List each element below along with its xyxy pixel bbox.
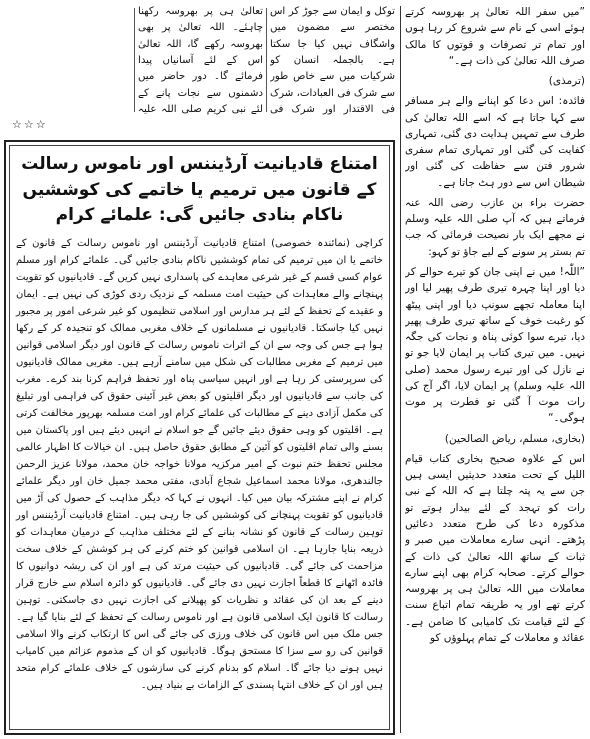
continuation-column-2: تعالیٰ ہی پر بھروسہ رکھنا چاہئے۔ اللہ تعالیٰ پر بھی بھروسہ رکھے گا، اللہ تعالیٰ اس کے لئے آسانیاں پیدا فرمائے گا۔ دور حاضر میں دشمنوں سے نجات پانے کے لئے نبی کریم صلی اللہ علیہ	[138, 6, 263, 115]
continuation-column-1: توکل و ایمان سے جوڑ کر اس مختصر سے مضمون میں واشگاف نہیں کیا جا سکتا ہے۔ بالجملہ انسان کو شرکیات میں سے خاص طور سے شرک فی العبادات، شرک فی الاقتدار اور شرک فی	[270, 6, 395, 115]
news-article-box	[4, 140, 395, 735]
dua-reference: (بخاری، مسلم، ریاض الصالحین)	[444, 432, 585, 445]
end-stars: ☆☆☆	[12, 118, 48, 131]
article-headline: امتناع قادیانیت آرڈیننس اور ناموس رسالت کے قانون میں ترمیم یا خاتمے کی کوششیں ناکام بنادی جائیں گی: علمائے کرام	[21, 154, 378, 225]
paragraph-hadith-intro: حضرت براء بن عازب رضی اللہ عنہ فرماتے ہیں کہ آپ صلی اللہ علیہ وسلم نے مجھے ایک بار نصیحت فرمائی کہ جب تم بستر پر سونے کے لیے جاؤ تو کہو:	[405, 196, 585, 258]
dua-text: ”اللّٰہ! میں نے اپنی جان کو تیرے حوالے کر دیا اور اپنا چہرہ تیری طرف پھیر لیا اور اپنا معاملہ تجھے سونپ دیا اور اپنی پیٹھ کو رغبت خوف کے ساتھ تیری طرف پھیر دیا، تیرے سوا کوئی پناہ و نجات کی جگہ نہیں۔ میں تیری کتاب پر ایمان لایا جو تو نے نازل کی اور تیرے رسول محمد (صلی اللہ علیہ وسلم) پر ایمان لایا، اگر آج کی رات موت آ گئی تو فطرت پر موت ہوگی۔“	[405, 265, 585, 425]
paragraph-benefit: فائدہ: اس دعا کو اپنانے والے ہر مسافر سے کہا جاتا ہے کہ اسے اللہ تعالیٰ کی طرف سے تمہیں ہدایت دی گئی، تمہاری کفایت کی گئی اور تمہاری تمام سفری شرور فتن سے حفاظت کی گئی اور شیطان اس سے دور ہٹ جاتا ہے۔	[405, 95, 585, 189]
right-column	[405, 4, 585, 735]
article-body: کراچی (نمائندہ خصوصی) امتناع قادیانیت آرڈیننس اور ناموس رسالت کے قانون کے خاتمے یا ان میں ترمیم کی تمام کوششیں ناکام بنادی جائیں گی۔ علمائے کرام اور مسلم عوام کسی قسم کے غیر شرعی معاہدے کی پاسداری نہیں کریں گے۔ قادیانیوں کو تقویت پہنچانے والے معاہدات کی حیثیت امت مسلمہ کے نزدیک ردی کوڑی کی نہیں ہے۔ ایمان و عقیدے کے تحفظ کے لئے ہر مدارس اور اسلامی تنظیموں کو غیر شرعی امور پر مجبور نہیں کیا جاسکتا۔ قادیانیوں نے مسلمانوں کے خلاف مغربی ممالک کو تنجیدہ کر کے رکھا ہوا ہے جس کی وجہ سے ان کے اثرات ناموس رسالت کے قانون اور دیگر اسلامی قوانین میں ترمیم کے مغربی مطالبات کی شکل میں سامنے آرہے ہیں۔ مغربی ممالک قادیانیوں کی سرپرستی کر رہا ہے اور انہیں سیاسی پناہ اور تحفظ فراہم کرنا بند کرے۔ مغرب کی جانب سے قادیانیوں اور دیگر اقلیتوں کو بعض غیر آئینی حقوق کی فراہمی اور تبلیغ کی مکمل آزادی دینے کے مطالبات کی علمائے کرام اور امت مسلمہ بھرپور مخالفت کرتی ہے۔ اقلیتوں کو وہی حقوق دیئے جائیں گے جو اسلام نے انہیں دیئے ہیں اور پاکستان میں بسنے والی تمام اقلیتوں کو آئین کے مطابق حقوق حاصل ہیں۔ ان خیالات کا اظہار عالمی مجلس تحفظ ختم نبوت کے امیر مرکزیہ مولانا خواجہ خان محمد، مولانا عزیز الرحمن جالندھری، مولانا محمد اسماعیل شجاع آبادی، مفتی محمد جمیل خان اور دیگر علمائے کرام نے اپنے مشترکہ بیان میں کیا۔ انہوں نے کہا کہ دیگر مذاہب کے حصول کی آڑ میں قادیانیوں کو تقویت پہنچانے کی کوششیں کی جا رہی ہیں۔ امتناع قادیانیت آرڈیننس اور توہین رسالت کے قانون کو نشانہ بنانے کے لئے مختلف مذاہب کے درمیان معاہدات کو ذریعہ بنایا جارہا ہے۔ ان اسلامی قوانین کو ختم کرنے کی ہر کوشش کے خلاف سخت مزاحمت کی جائے گی۔ قادیانیوں کی حیثیت مرتد کی ہے اور ان کی ریشہ دوانیوں کا فائدہ اٹھانے کا قطعاً اجازت نہیں دی جائے گی۔ قادیانیوں کو دائرہ اسلام سے خارج قرار دینے کے بعد ان کی عقائد و نظریات کو پھیلانے کی اجازت نہیں دی جاسکتی۔ توہین رسالت کا قانون ایک اسلامی قانون ہے اور ناموس رسالت کے تحفظ کے لئے بنایا گیا ہے۔ جس ملک میں اس قانون کی خلاف ورزی کی جائے گی اس کا ارتکاب کرنے والا اسلامی قوانین کی رو سے سزا کا مستحق ہوگا۔ قادیانیوں کو ان کے مذموم عزائم میں کامیاب نہیں ہونے دیا جائے گا۔ اسلام کو بدنام کرنے کی سازشوں کے خلاف علمائے کرام متحد ہیں اور ان کے خلاف انتہا پسندی کے الزامات بے بنیاد ہیں۔	[16, 237, 383, 691]
intro-reference: (ترمذی)	[548, 75, 585, 88]
column-divider	[400, 6, 401, 733]
news-article-frame	[9, 145, 390, 730]
column-divider	[266, 8, 267, 112]
intro-text: ”میں سفر اللہ تعالیٰ پر بھروسہ کرتے ہوئے اسی کے نام سے شروع کر رہا ہوں اور تمام تر تصرفات و قوتوں کا مالک صرف اللہ تعالیٰ کی ذات ہے۔“	[405, 6, 585, 67]
top-left-continuation	[4, 4, 395, 132]
paragraph-closing: اس کے علاوہ صحیح بخاری کتاب قیام اللیل کے تحت متعدد حدیثیں ایسی ہیں جن سے یہ پتہ چلتا ہے کہ اللہ کے نبی رات کو تہجد کے لئے بیدار ہوتے تو مذکورہ دعا کی طرح متعدد دعائیں پڑھتے۔ انہی سارے معاملات میں صبر و ثبات کے ساتھ اللہ تعالیٰ کی ذات کے حوالے کرتے۔ صحابہ کرام بھی اپنے سارے معاملات میں اللہ تعالیٰ ہی پر بھروسہ کرتے تھے اور یہ طریقہ تمام اتباع سنت کے لئے قیامت تک کامیابی کا ضامن ہے۔ عقائد و معاملات کے تمام پہلوؤں کو	[405, 452, 585, 644]
column-divider	[134, 8, 135, 112]
continuation-column-3	[4, 4, 131, 116]
